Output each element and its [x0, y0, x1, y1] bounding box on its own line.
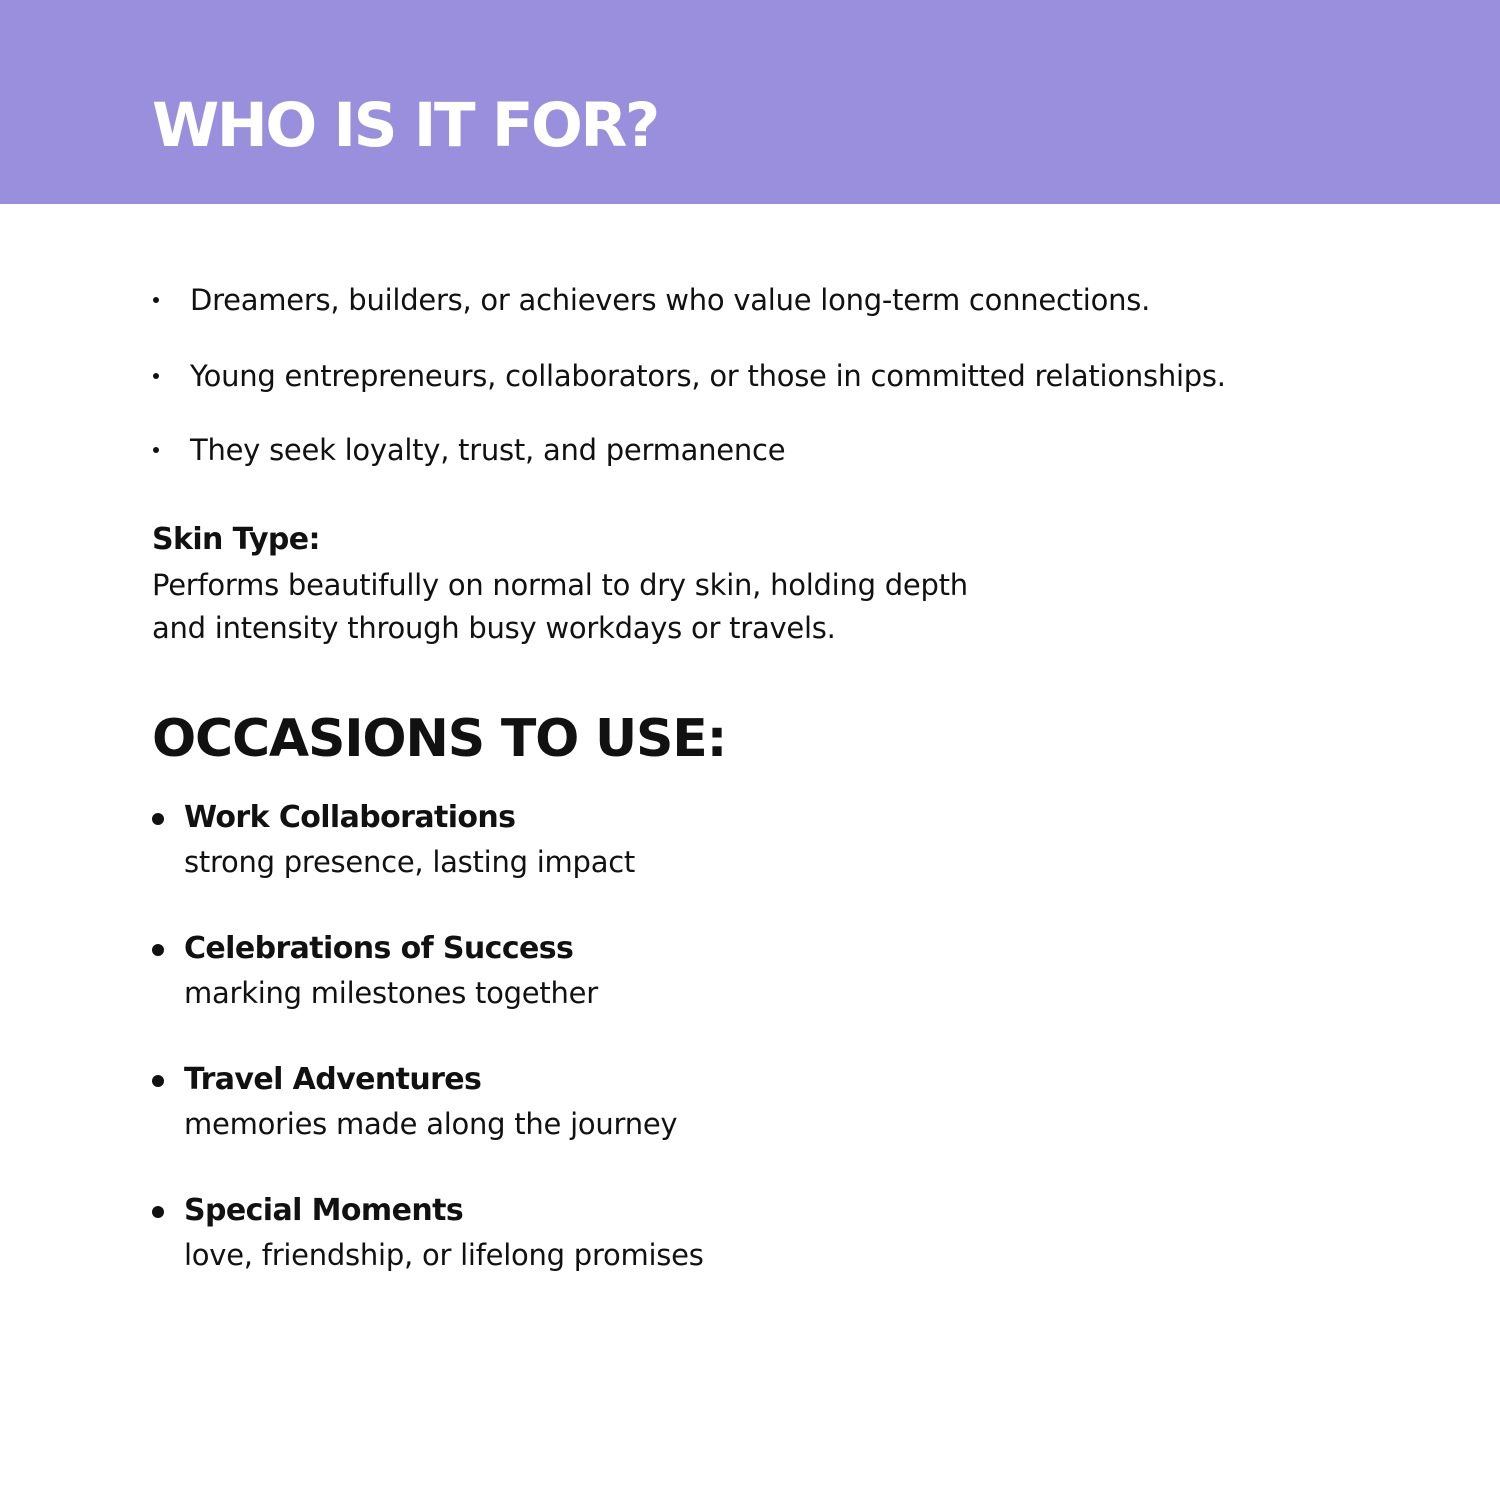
occasions-title: OCCASIONS TO USE: [152, 709, 727, 769]
bullet-dot-icon [152, 944, 164, 956]
audience-item [152, 430, 1226, 470]
occasion-name: Travel Adventures [184, 1062, 482, 1097]
occasion-list [152, 797, 704, 1321]
occasion-name: Celebrations of Success [184, 931, 574, 966]
occasion-name: Work Collaborations [184, 800, 516, 835]
audience-item-text: Dreamers, builders, or achievers who value long-term connections. [190, 283, 1151, 317]
occasion-item [152, 1190, 704, 1278]
audience-item [152, 280, 1226, 320]
occasion-detail: love, friendship, or lifelong promises [184, 1238, 704, 1272]
skin-type-title: Skin Type: [152, 522, 320, 557]
page-title: WHO IS IT FOR? [152, 90, 658, 161]
occasion-detail: marking milestones together [184, 976, 598, 1010]
occasion-name: Special Moments [184, 1193, 464, 1228]
skin-type-description-line-1: Performs beautifully on normal to dry skin, holding depth [152, 568, 968, 602]
bullet-dot-icon [153, 297, 159, 303]
occasion-item [152, 928, 704, 1016]
bullet-dot-icon [153, 373, 159, 379]
skin-type-description [152, 564, 1102, 650]
skin-type-description-line-2: and intensity through busy workdays or travels. [152, 611, 836, 645]
occasion-detail: strong presence, lasting impact [184, 845, 636, 879]
audience-list [152, 280, 1226, 506]
audience-item-text: They seek loyalty, trust, and permanence [190, 433, 786, 467]
audience-item-text: Young entrepreneurs, collaborators, or those in committed relationships. [190, 359, 1226, 393]
occasion-item [152, 797, 704, 885]
skin-type-section [152, 520, 1102, 650]
occasion-item [152, 1059, 704, 1147]
bullet-dot-icon [152, 1206, 164, 1218]
header-banner [0, 0, 1500, 204]
audience-item [152, 356, 1226, 396]
occasion-detail: memories made along the journey [184, 1107, 678, 1141]
bullet-dot-icon [152, 1075, 164, 1087]
bullet-dot-icon [153, 447, 159, 453]
bullet-dot-icon [152, 813, 164, 825]
